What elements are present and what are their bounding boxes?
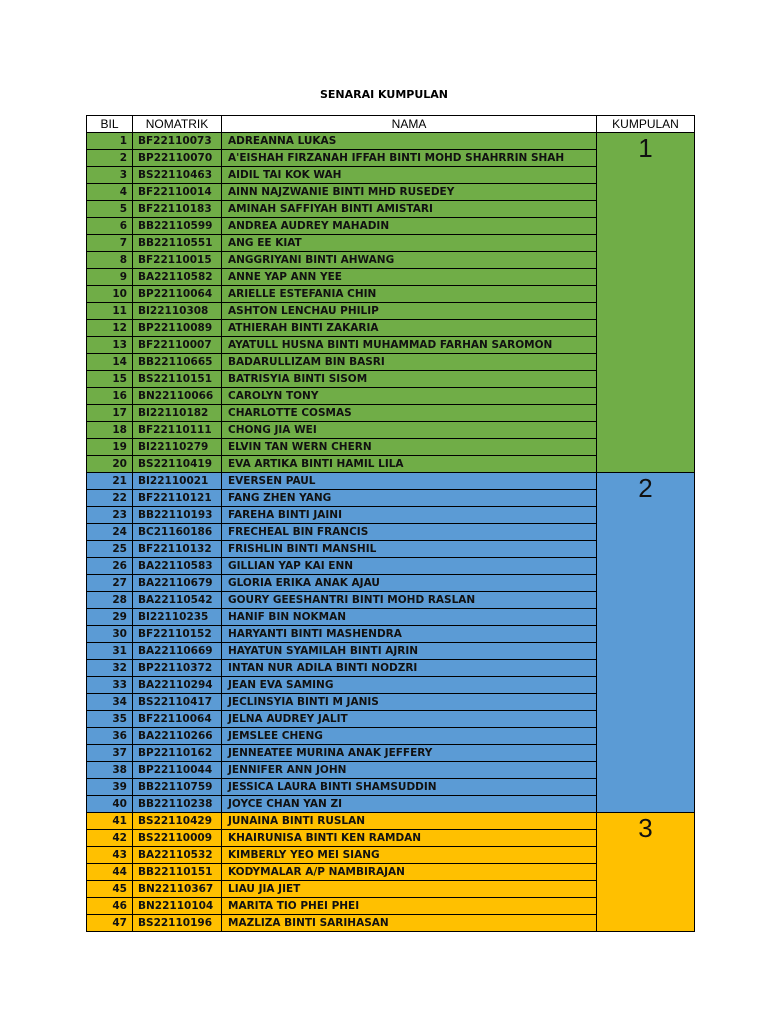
row-bil: 30 <box>87 626 133 643</box>
row-nomatrik: BF22110111 <box>133 422 222 439</box>
row-bil: 11 <box>87 303 133 320</box>
row-bil: 9 <box>87 269 133 286</box>
row-nama: CHARLOTTE COSMAS <box>222 405 597 422</box>
row-bil: 5 <box>87 201 133 218</box>
row-nama: EVERSEN PAUL <box>222 473 597 490</box>
group-number: 1 <box>597 133 695 473</box>
row-bil: 27 <box>87 575 133 592</box>
row-nomatrik: BA22110266 <box>133 728 222 745</box>
row-nomatrik: BA22110532 <box>133 847 222 864</box>
row-bil: 43 <box>87 847 133 864</box>
row-nomatrik: BP22110044 <box>133 762 222 779</box>
row-bil: 2 <box>87 150 133 167</box>
row-nama: ANDREA AUDREY MAHADIN <box>222 218 597 235</box>
row-nama: JEMSLEE CHENG <box>222 728 597 745</box>
row-nomatrik: BA22110542 <box>133 592 222 609</box>
row-bil: 24 <box>87 524 133 541</box>
row-nomatrik: BS22110009 <box>133 830 222 847</box>
row-bil: 33 <box>87 677 133 694</box>
row-bil: 7 <box>87 235 133 252</box>
row-nomatrik: BA22110583 <box>133 558 222 575</box>
table-header-row <box>87 116 695 133</box>
row-nama: MAZLIZA BINTI SARIHASAN <box>222 915 597 932</box>
row-nama: CAROLYN TONY <box>222 388 597 405</box>
row-bil: 45 <box>87 881 133 898</box>
table-body <box>87 133 695 932</box>
row-bil: 41 <box>87 813 133 830</box>
row-nama: JELNA AUDREY JALIT <box>222 711 597 728</box>
row-bil: 36 <box>87 728 133 745</box>
page-title: SENARAI KUMPULAN <box>320 88 448 101</box>
row-nomatrik: BA22110582 <box>133 269 222 286</box>
row-nomatrik: BF22110015 <box>133 252 222 269</box>
row-nomatrik: BF22110132 <box>133 541 222 558</box>
row-nama: AINN NAJZWANIE BINTI MHD RUSEDEY <box>222 184 597 201</box>
row-nomatrik: BA22110294 <box>133 677 222 694</box>
row-nama: KODYMALAR A/P NAMBIRAJAN <box>222 864 597 881</box>
row-nama: FANG ZHEN YANG <box>222 490 597 507</box>
row-nama: AIDIL TAI KOK WAH <box>222 167 597 184</box>
row-bil: 6 <box>87 218 133 235</box>
row-nama: ASHTON LENCHAU PHILIP <box>222 303 597 320</box>
row-bil: 47 <box>87 915 133 932</box>
row-nomatrik: BI22110235 <box>133 609 222 626</box>
row-bil: 39 <box>87 779 133 796</box>
row-bil: 4 <box>87 184 133 201</box>
row-nomatrik: BF22110073 <box>133 133 222 150</box>
table-row <box>87 133 695 150</box>
row-bil: 44 <box>87 864 133 881</box>
row-bil: 40 <box>87 796 133 813</box>
row-nama: JENNEATEE MURINA ANAK JEFFERY <box>222 745 597 762</box>
row-nomatrik: BS22110417 <box>133 694 222 711</box>
row-nomatrik: BF22110152 <box>133 626 222 643</box>
header-nama: NAMA <box>222 116 597 133</box>
row-bil: 17 <box>87 405 133 422</box>
row-bil: 23 <box>87 507 133 524</box>
row-nomatrik: BA22110679 <box>133 575 222 592</box>
row-bil: 19 <box>87 439 133 456</box>
row-nama: ATHIERAH BINTI ZAKARIA <box>222 320 597 337</box>
table-row <box>87 813 695 830</box>
row-bil: 34 <box>87 694 133 711</box>
row-bil: 32 <box>87 660 133 677</box>
row-nomatrik: BN22110367 <box>133 881 222 898</box>
row-nomatrik: BS22110419 <box>133 456 222 473</box>
row-nomatrik: BP22110372 <box>133 660 222 677</box>
row-nama: JEAN EVA SAMING <box>222 677 597 694</box>
row-nama: ANG EE KIAT <box>222 235 597 252</box>
row-bil: 28 <box>87 592 133 609</box>
row-nama: GLORIA ERIKA ANAK AJAU <box>222 575 597 592</box>
row-bil: 10 <box>87 286 133 303</box>
row-nama: JENNIFER ANN JOHN <box>222 762 597 779</box>
row-nama: BATRISYIA BINTI SISOM <box>222 371 597 388</box>
row-nomatrik: BS22110463 <box>133 167 222 184</box>
row-nomatrik: BS22110429 <box>133 813 222 830</box>
row-bil: 16 <box>87 388 133 405</box>
row-bil: 29 <box>87 609 133 626</box>
row-nomatrik: BF22110183 <box>133 201 222 218</box>
row-nomatrik: BI22110279 <box>133 439 222 456</box>
row-nomatrik: BP22110089 <box>133 320 222 337</box>
row-nomatrik: BF22110007 <box>133 337 222 354</box>
row-nama: HAYATUN SYAMILAH BINTI AJRIN <box>222 643 597 660</box>
row-nomatrik: BB22110551 <box>133 235 222 252</box>
row-nama: AYATULL HUSNA BINTI MUHAMMAD FARHAN SAROMON <box>222 337 597 354</box>
row-nomatrik: BI22110308 <box>133 303 222 320</box>
row-nama: JECLINSYIA BINTI M JANIS <box>222 694 597 711</box>
row-nama: LIAU JIA JIET <box>222 881 597 898</box>
row-nomatrik: BI22110182 <box>133 405 222 422</box>
row-bil: 25 <box>87 541 133 558</box>
row-nama: BADARULLIZAM BIN BASRI <box>222 354 597 371</box>
row-nama: FAREHA BINTI JAINI <box>222 507 597 524</box>
row-bil: 21 <box>87 473 133 490</box>
row-nama: GILLIAN YAP KAI ENN <box>222 558 597 575</box>
row-nama: ELVIN TAN WERN CHERN <box>222 439 597 456</box>
row-bil: 1 <box>87 133 133 150</box>
row-nomatrik: BI22110021 <box>133 473 222 490</box>
row-nama: KHAIRUNISA BINTI KEN RAMDAN <box>222 830 597 847</box>
group-number: 2 <box>597 473 695 813</box>
group-number: 3 <box>597 813 695 932</box>
row-nama: AMINAH SAFFIYAH BINTI AMISTARI <box>222 201 597 218</box>
row-bil: 20 <box>87 456 133 473</box>
row-nomatrik: BB22110238 <box>133 796 222 813</box>
row-bil: 26 <box>87 558 133 575</box>
row-nama: CHONG JIA WEI <box>222 422 597 439</box>
row-nomatrik: BS22110196 <box>133 915 222 932</box>
row-nomatrik: BP22110162 <box>133 745 222 762</box>
row-nomatrik: BB22110193 <box>133 507 222 524</box>
table-row <box>87 473 695 490</box>
row-nama: INTAN NUR ADILA BINTI NODZRI <box>222 660 597 677</box>
row-nomatrik: BF22110121 <box>133 490 222 507</box>
row-bil: 38 <box>87 762 133 779</box>
group-list-table <box>86 115 695 932</box>
row-nama: MARITA TIO PHEI PHEI <box>222 898 597 915</box>
row-nama: JUNAINA BINTI RUSLAN <box>222 813 597 830</box>
row-nomatrik: BF22110014 <box>133 184 222 201</box>
row-bil: 46 <box>87 898 133 915</box>
row-nomatrik: BN22110066 <box>133 388 222 405</box>
row-nama: GOURY GEESHANTRI BINTI MOHD RASLAN <box>222 592 597 609</box>
row-bil: 3 <box>87 167 133 184</box>
row-bil: 12 <box>87 320 133 337</box>
row-nomatrik: BB22110151 <box>133 864 222 881</box>
row-nomatrik: BB22110599 <box>133 218 222 235</box>
row-bil: 8 <box>87 252 133 269</box>
row-nama: JOYCE CHAN YAN ZI <box>222 796 597 813</box>
header-kumpulan: KUMPULAN <box>597 116 695 133</box>
row-bil: 18 <box>87 422 133 439</box>
row-bil: 42 <box>87 830 133 847</box>
row-bil: 15 <box>87 371 133 388</box>
header-nomatrik: NOMATRIK <box>133 116 222 133</box>
row-nama: EVA ARTIKA BINTI HAMIL LILA <box>222 456 597 473</box>
row-nomatrik: BB22110665 <box>133 354 222 371</box>
row-nomatrik: BB22110759 <box>133 779 222 796</box>
row-bil: 22 <box>87 490 133 507</box>
row-nama: FRECHEAL BIN FRANCIS <box>222 524 597 541</box>
row-bil: 31 <box>87 643 133 660</box>
row-nomatrik: BP22110070 <box>133 150 222 167</box>
row-bil: 35 <box>87 711 133 728</box>
row-nomatrik: BN22110104 <box>133 898 222 915</box>
row-nama: ADREANNA LUKAS <box>222 133 597 150</box>
row-nomatrik: BP22110064 <box>133 286 222 303</box>
row-nomatrik: BF22110064 <box>133 711 222 728</box>
row-nomatrik: BA22110669 <box>133 643 222 660</box>
row-nomatrik: BS22110151 <box>133 371 222 388</box>
row-nama: ARIELLE ESTEFANIA CHIN <box>222 286 597 303</box>
row-nama: ANGGRIYANI BINTI AHWANG <box>222 252 597 269</box>
row-bil: 13 <box>87 337 133 354</box>
row-nama: A'EISHAH FIRZANAH IFFAH BINTI MOHD SHAHRRIN SHAH <box>222 150 597 167</box>
row-bil: 14 <box>87 354 133 371</box>
row-bil: 37 <box>87 745 133 762</box>
row-nama: JESSICA LAURA BINTI SHAMSUDDIN <box>222 779 597 796</box>
row-nama: HARYANTI BINTI MASHENDRA <box>222 626 597 643</box>
row-nama: FRISHLIN BINTI MANSHIL <box>222 541 597 558</box>
row-nama: ANNE YAP ANN YEE <box>222 269 597 286</box>
row-nomatrik: BC21160186 <box>133 524 222 541</box>
header-bil: BIL <box>87 116 133 133</box>
row-nama: HANIF BIN NOKMAN <box>222 609 597 626</box>
row-nama: KIMBERLY YEO MEI SIANG <box>222 847 597 864</box>
